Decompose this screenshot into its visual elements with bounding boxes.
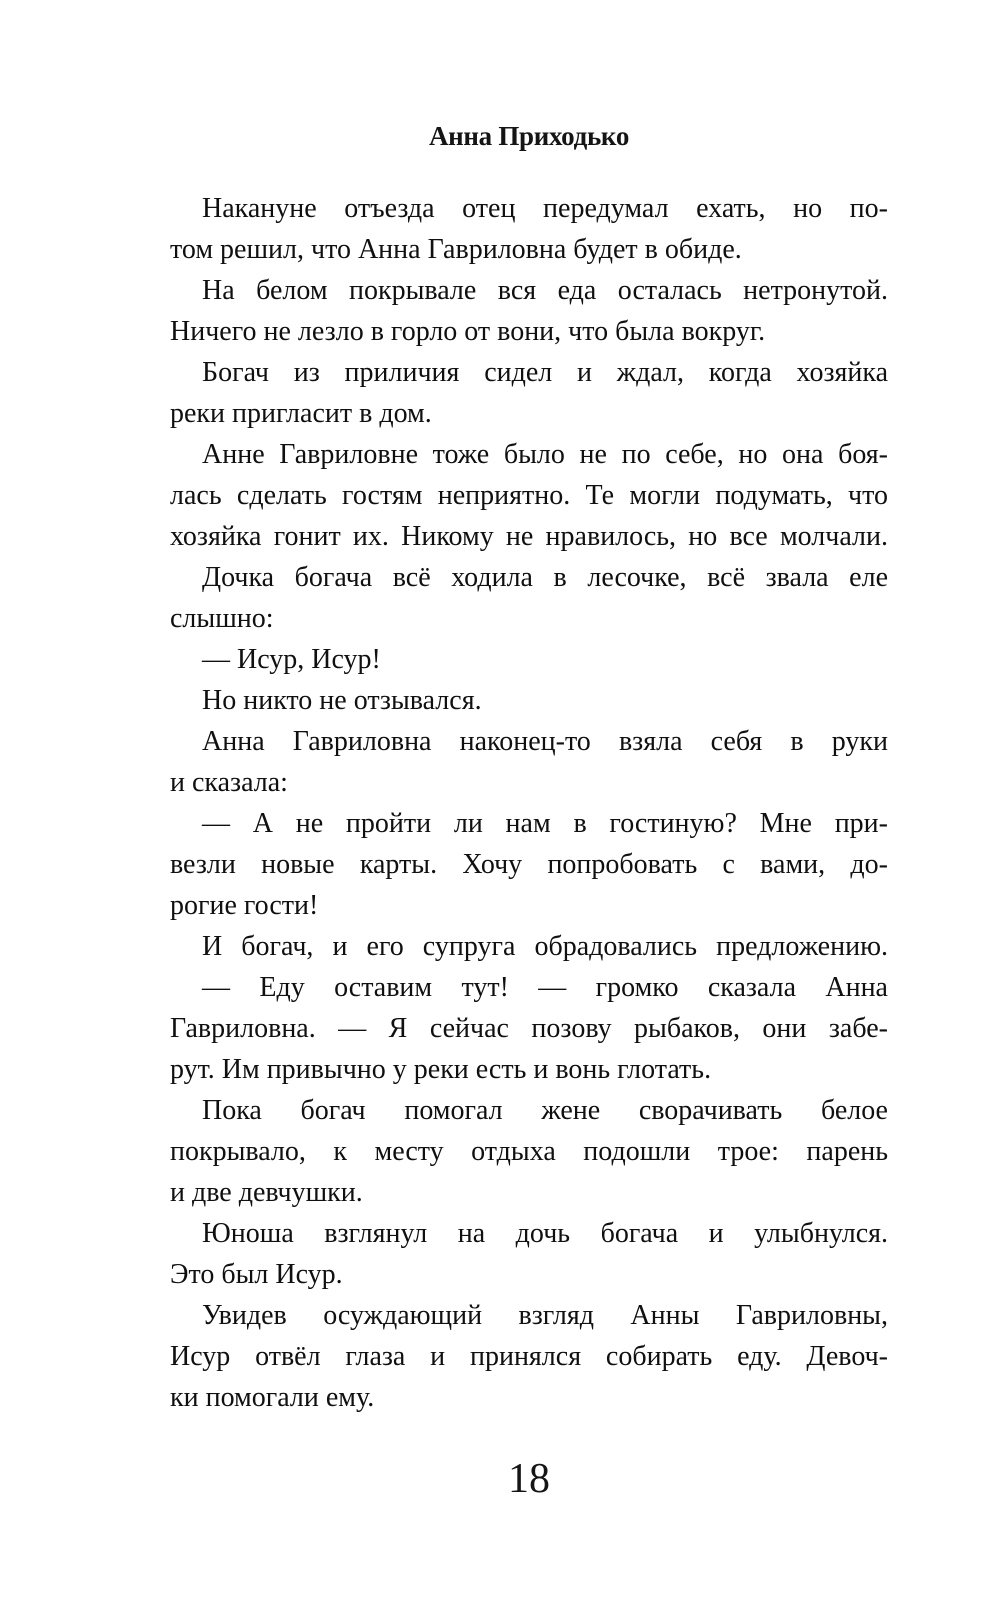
text-line: Анне Гавриловне тоже было не по себе, но она боя- <box>202 439 888 470</box>
text-line: — Исур, Исур! <box>202 644 381 675</box>
text-line: Юноша взглянул на дочь богача и улыбнулся. <box>202 1218 888 1249</box>
paragraph <box>170 188 888 270</box>
text-line: хозяйка гонит их. Никому не нравилось, но все молчали. <box>170 521 888 552</box>
text-line: Пока богач помогал жене сворачивать белое <box>202 1095 888 1126</box>
text-line: Богач из приличия сидел и ждал, когда хозяйка <box>202 357 888 388</box>
text-line: Накануне отъезда отец передумал ехать, но по- <box>202 193 888 224</box>
running-header: Анна Приходько <box>428 121 630 151</box>
text-line: — Еду оставим тут! — громко сказала Анна <box>202 972 888 1003</box>
text-line: Исур отвёл глаза и принялся собирать еду. Девоч- <box>170 1341 888 1372</box>
text-line: — А не пройти ли нам в гостиную? Мне при- <box>202 808 888 839</box>
text-line: Это был Исур. <box>170 1259 343 1290</box>
text-line: Гавриловна. — Я сейчас позову рыбаков, они забе- <box>170 1013 888 1044</box>
text-line: рут. Им привычно у реки есть и вонь глотать. <box>170 1054 712 1085</box>
paragraph <box>170 926 888 967</box>
paragraph <box>170 1213 888 1295</box>
text-line: И богач, и его супруга обрадовались предложению. <box>202 931 888 962</box>
paragraph <box>170 270 888 352</box>
paragraph <box>170 352 888 434</box>
body-text <box>170 188 888 1418</box>
text-line: Увидев осуждающий взгляд Анны Гавриловны, <box>202 1300 888 1331</box>
text-line: и сказала: <box>170 767 288 798</box>
paragraph <box>170 967 888 1090</box>
text-line: реки пригласит в дом. <box>170 398 432 429</box>
paragraph <box>170 1295 888 1418</box>
paragraph <box>170 557 888 639</box>
text-line: Дочка богача всё ходила в лесочке, всё звала еле <box>202 562 888 593</box>
text-line: ки помогали ему. <box>170 1382 375 1413</box>
paragraph <box>170 680 888 721</box>
paragraph <box>170 803 888 926</box>
text-line: Но никто не отзывался. <box>202 685 482 716</box>
text-line: Ничего не лезло в горло от вони, что была вокруг. <box>170 316 766 347</box>
page-number: 18 <box>508 1456 550 1502</box>
text-line: рогие гости! <box>170 890 319 921</box>
text-line: Анна Гавриловна наконец-то взяла себя в руки <box>202 726 888 757</box>
text-line: лась сделать гостям неприятно. Те могли подумать, что <box>170 480 888 511</box>
text-line: слышно: <box>170 603 274 634</box>
paragraph <box>170 1090 888 1213</box>
text-line: везли новые карты. Хочу попробовать с вами, до- <box>170 849 888 880</box>
text-line: и две девчушки. <box>170 1177 363 1208</box>
text-line: покрывало, к месту отдыха подошли трое: парень <box>170 1136 888 1167</box>
paragraph <box>170 721 888 803</box>
paragraph <box>170 434 888 557</box>
paragraph <box>170 639 888 680</box>
text-line: На белом покрывале вся еда осталась нетронутой. <box>202 275 888 306</box>
text-line: том решил, что Анна Гавриловна будет в обиде. <box>170 234 742 265</box>
